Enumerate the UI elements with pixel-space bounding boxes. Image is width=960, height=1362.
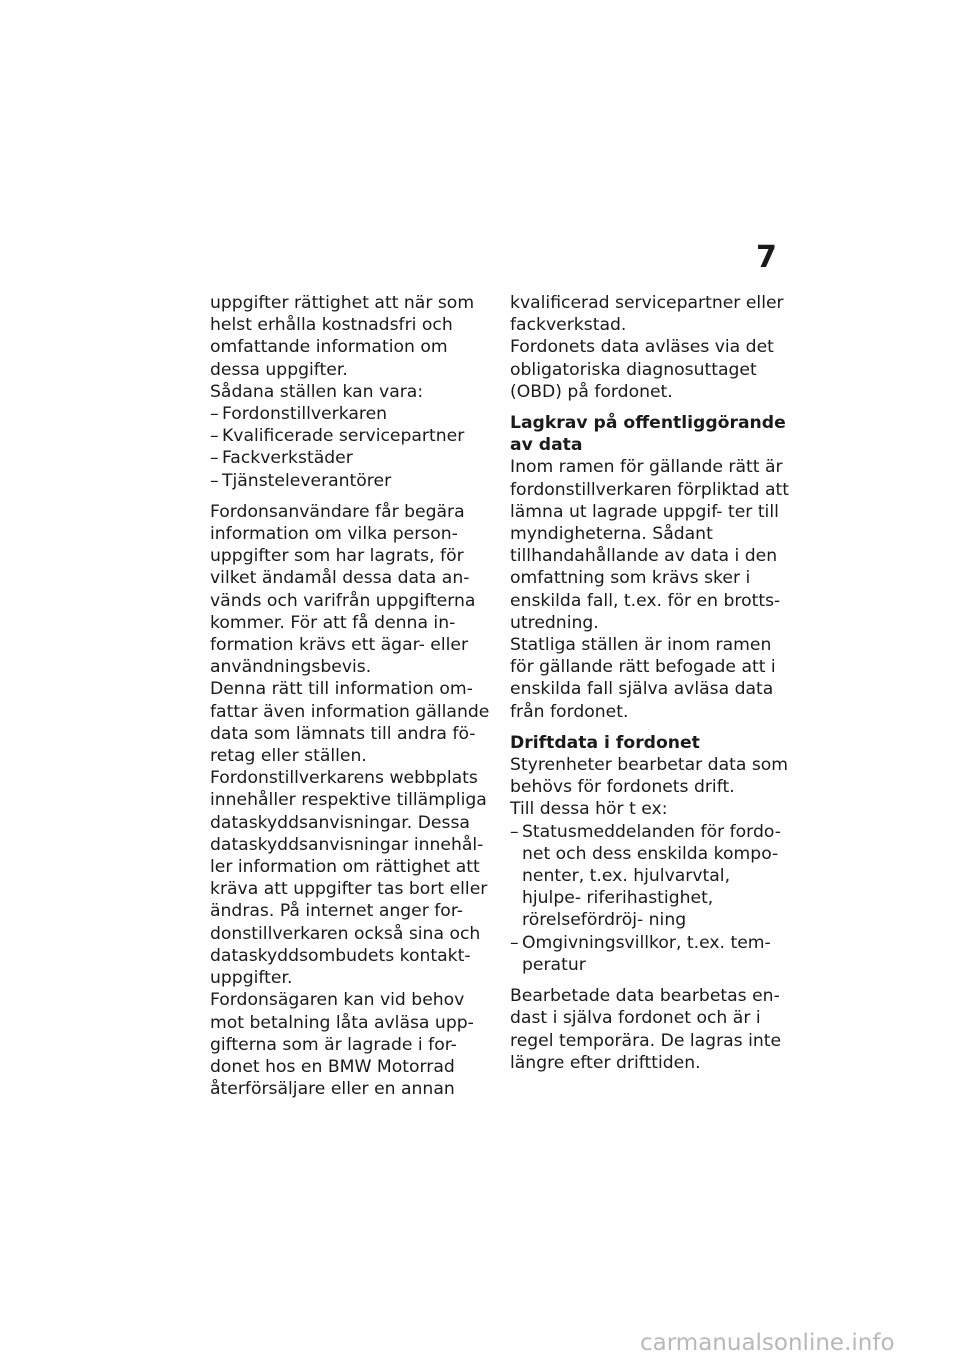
paragraph: Styrenheter bearbetar data som behövs för fordonets drift. bbox=[510, 755, 789, 798]
list-item: – Fackverkstäder bbox=[210, 447, 494, 469]
paragraph: uppgifter rättighet att när som helst erhålla kostnadsfri och omfattande information om dessa uppgifter. bbox=[210, 293, 475, 380]
paragraph: Statliga ställen är inom ramen för gällande rätt befogade att i enskilda fall själva avläsa data från fordonet. bbox=[510, 635, 776, 722]
paragraph: Fordonets data avläses via det obligatoriska diagnosuttaget (OBD) på fordonet. bbox=[510, 337, 774, 402]
bullet-list bbox=[210, 403, 494, 492]
left-column bbox=[210, 292, 494, 1100]
list-item: – Statusmeddelanden för fordo- net och dess enskilda kompo- nenter, t.ex. hjulvarvtal, hjulpe- riferihastighet, rörelsefördröj- ning bbox=[510, 821, 794, 932]
list-item: – Tjänsteleverantörer bbox=[210, 470, 494, 492]
list-item: – Fordonstillverkaren bbox=[210, 403, 494, 425]
page-number: 7 bbox=[756, 240, 777, 275]
paragraph: Denna rätt till information om- fattar även information gällande data som lämnats till andra fö- retag eller ställen. bbox=[210, 679, 490, 767]
paragraph: Fordonsägaren kan vid behov mot betalning låta avläsa upp- gifterna som är lagrade i for- donet hos en BMW Motorrad återförsäljare eller en annan bbox=[210, 990, 474, 1100]
bullet-list bbox=[510, 821, 794, 976]
list-item: – Kvalificerade servicepartner bbox=[210, 425, 494, 447]
paragraph: Inom ramen för gällande rätt är fordonstillverkaren förpliktad att lämna ut lagrade uppgif- ter till myndigheterna. Sådant tillhandahållande av data i den omfattning som krävs sker i enskilda fall, t.ex. för en brotts- utredning. bbox=[510, 457, 789, 633]
paragraph: Sådana ställen kan vara: bbox=[210, 381, 424, 402]
right-column bbox=[510, 292, 794, 1074]
paragraph: Fordonstillverkarens webbplats innehåller respektive tillämpliga dataskyddsanvisningar. Dessa dataskyddsanvisningar innehål- ler information om rättighet att kräva att uppgifter tas bort eller ändras. På internet anger for- donstillverkaren också sina och dataskyddsombudets kontakt- uppgifter. bbox=[210, 768, 488, 989]
paragraph: kvalificerad servicepartner eller fackverkstad. bbox=[510, 293, 784, 336]
paragraph: Fordonsanvändare får begära information om vilka person- uppgifter som har lagrats, för vilket ändamål dessa data an- vänds och varifrån uppgifterna kommer. För att få denna in- formation krävs ett ägar- eller användningsbevis. bbox=[210, 501, 476, 678]
paragraph: Till dessa hör t ex: bbox=[510, 799, 668, 820]
watermark: carmanualsonline.info bbox=[640, 1330, 895, 1356]
section-heading: Driftdata i fordonet bbox=[510, 732, 700, 753]
list-item: – Omgivningsvillkor, t.ex. tem- peratur bbox=[510, 932, 794, 976]
section-heading: Lagkrav på offentliggörande av data bbox=[510, 413, 786, 456]
paragraph: Bearbetade data bearbetas en- dast i själva fordonet och är i regel temporära. De lagras inte längre efter drifttiden. bbox=[510, 986, 782, 1073]
